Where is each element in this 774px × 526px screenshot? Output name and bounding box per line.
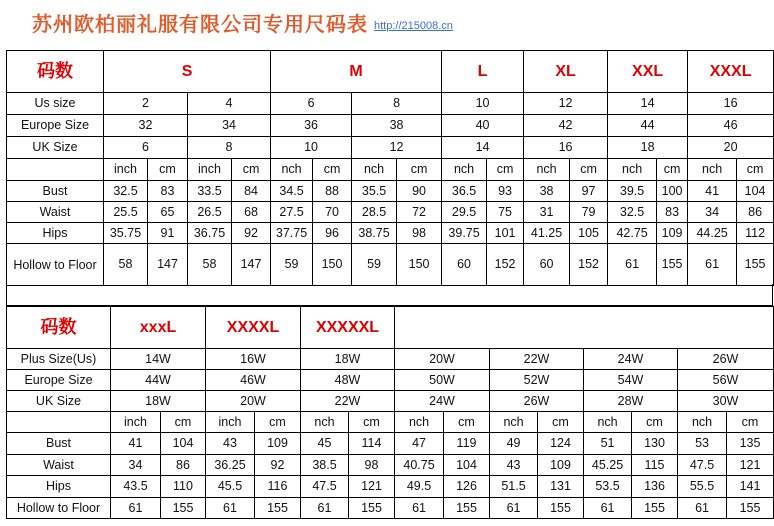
- unit-cell: cm: [487, 159, 524, 181]
- table-row: [7, 137, 774, 159]
- table-cell: 152: [487, 244, 524, 286]
- table-cell: 34: [188, 115, 271, 137]
- table-cell: 22W: [301, 391, 395, 412]
- unit-cell: inch: [104, 159, 148, 181]
- table-cell: 147: [148, 244, 188, 286]
- table-cell: 61: [584, 498, 632, 519]
- unit-cell: nch: [301, 412, 349, 433]
- table-cell: 39.5: [608, 181, 657, 202]
- unit-cell: cm: [232, 159, 271, 181]
- unit-cell: nch: [608, 159, 657, 181]
- table-cell: 34: [688, 202, 737, 223]
- table-cell: 8: [352, 93, 442, 115]
- table-cell: 51: [584, 433, 632, 455]
- table-cell: 98: [397, 223, 442, 244]
- table-cell: 36.25: [206, 455, 255, 476]
- table-cell: 40: [442, 115, 524, 137]
- table-cell: 136: [632, 476, 678, 498]
- table-cell: 53: [678, 433, 727, 455]
- size-chart-standard: [6, 50, 774, 286]
- table-cell: 38.75: [352, 223, 397, 244]
- unit-cell: nch: [524, 159, 570, 181]
- table-cell: 16W: [206, 349, 301, 370]
- table-cell: 38: [524, 181, 570, 202]
- table-cell: 60: [524, 244, 570, 286]
- table-cell: 14: [442, 137, 524, 159]
- row-label: Europe Size: [7, 115, 104, 137]
- table-cell: 155: [538, 498, 584, 519]
- row-label: [7, 412, 111, 433]
- size-label: 码数: [7, 51, 104, 93]
- table-cell: 90: [397, 181, 442, 202]
- table-cell: 24W: [395, 391, 490, 412]
- row-label: Waist: [7, 202, 104, 223]
- table-cell: 49: [490, 433, 538, 455]
- table-cell: 150: [397, 244, 442, 286]
- table-row: [7, 455, 774, 476]
- table-cell: 39.75: [442, 223, 487, 244]
- table-cell: 86: [161, 455, 206, 476]
- table-cell: 61: [490, 498, 538, 519]
- size-heading: S: [104, 51, 271, 93]
- table-cell: 45: [301, 433, 349, 455]
- table-cell: 121: [349, 476, 395, 498]
- unit-cell: nch: [584, 412, 632, 433]
- table-cell: 44.25: [688, 223, 737, 244]
- row-label: Hollow to Floor: [7, 498, 111, 519]
- page-header: [32, 8, 453, 36]
- table-cell: 101: [487, 223, 524, 244]
- table-cell: 109: [657, 223, 688, 244]
- table-cell: 26W: [490, 391, 584, 412]
- table-cell: 61: [301, 498, 349, 519]
- unit-cell: inch: [188, 159, 232, 181]
- table-cell: 54W: [584, 370, 678, 391]
- table-cell: 29.5: [442, 202, 487, 223]
- table-cell: 119: [444, 433, 490, 455]
- table-cell: 36: [271, 115, 352, 137]
- size-header-row: [7, 307, 774, 349]
- table-cell: 126: [444, 476, 490, 498]
- table-cell: 27.5: [271, 202, 313, 223]
- table-cell: 6: [271, 93, 352, 115]
- table-cell: 14W: [111, 349, 206, 370]
- table-cell: 24W: [584, 349, 678, 370]
- table-cell: 114: [349, 433, 395, 455]
- size-heading: XXL: [608, 51, 688, 93]
- unit-cell: cm: [255, 412, 301, 433]
- size-heading: M: [271, 51, 442, 93]
- table-cell: 155: [657, 244, 688, 286]
- table-cell: 45.25: [584, 455, 632, 476]
- table-cell: 53.5: [584, 476, 632, 498]
- table-cell: 79: [570, 202, 608, 223]
- table-cell: 38.5: [301, 455, 349, 476]
- table-cell: 32: [104, 115, 188, 137]
- table-cell: 20W: [206, 391, 301, 412]
- table-cell: 96: [313, 223, 352, 244]
- table-cell: 84: [232, 181, 271, 202]
- table-cell: 135: [727, 433, 774, 455]
- table-row: [7, 93, 774, 115]
- table-cell: 38: [352, 115, 442, 137]
- table-cell: 109: [255, 433, 301, 455]
- table-cell: 58: [188, 244, 232, 286]
- size-header-row: [7, 51, 774, 93]
- units-row: [7, 412, 774, 433]
- row-label: Hollow to Floor: [7, 244, 104, 286]
- unit-cell: nch: [271, 159, 313, 181]
- unit-cell: cm: [727, 412, 774, 433]
- table-cell: 152: [570, 244, 608, 286]
- table-cell: 116: [255, 476, 301, 498]
- table-cell: 155: [161, 498, 206, 519]
- table-cell: 20: [688, 137, 774, 159]
- size-label: 码数: [7, 307, 111, 349]
- table-cell: 104: [161, 433, 206, 455]
- table-cell: 41: [688, 181, 737, 202]
- table-cell: 98: [349, 455, 395, 476]
- table-cell: 41: [111, 433, 161, 455]
- table-cell: 86: [737, 202, 774, 223]
- table-cell: 61: [111, 498, 161, 519]
- unit-cell: cm: [444, 412, 490, 433]
- table-cell: 28W: [584, 391, 678, 412]
- row-label: Bust: [7, 433, 111, 455]
- table-cell: 155: [727, 498, 774, 519]
- table-cell: 88: [313, 181, 352, 202]
- table-cell: 56W: [678, 370, 774, 391]
- table-cell: 59: [352, 244, 397, 286]
- units-row: [7, 159, 774, 181]
- table-cell: 31: [524, 202, 570, 223]
- table-row: [7, 370, 774, 391]
- unit-cell: nch: [490, 412, 538, 433]
- table-cell: 35.75: [104, 223, 148, 244]
- table-cell: 52W: [490, 370, 584, 391]
- unit-cell: nch: [678, 412, 727, 433]
- table-cell: 32.5: [608, 202, 657, 223]
- table-cell: 112: [737, 223, 774, 244]
- table-row: [7, 181, 774, 202]
- table-cell: 4: [188, 93, 271, 115]
- table-cell: 92: [255, 455, 301, 476]
- table-cell: 10: [442, 93, 524, 115]
- table-cell: 35.5: [352, 181, 397, 202]
- unit-cell: inch: [206, 412, 255, 433]
- unit-cell: cm: [538, 412, 584, 433]
- row-label: Europe Size: [7, 370, 111, 391]
- table-cell: 61: [688, 244, 737, 286]
- table-cell: 97: [570, 181, 608, 202]
- table-cell: 70: [313, 202, 352, 223]
- table-row: [7, 391, 774, 412]
- unit-cell: cm: [161, 412, 206, 433]
- unit-cell: cm: [148, 159, 188, 181]
- table-cell: 47.5: [678, 455, 727, 476]
- table-cell: 22W: [490, 349, 584, 370]
- table-cell: 28.5: [352, 202, 397, 223]
- table-cell: 60: [442, 244, 487, 286]
- table-cell: 155: [255, 498, 301, 519]
- table-cell: 30W: [678, 391, 774, 412]
- table-cell: 16: [524, 137, 608, 159]
- size-heading: XXXL: [688, 51, 774, 93]
- size-heading: XXXXL: [206, 307, 301, 349]
- table-cell: 155: [444, 498, 490, 519]
- size-chart-plus: [6, 306, 774, 519]
- table-cell: 12: [524, 93, 608, 115]
- table-cell: 33.5: [188, 181, 232, 202]
- table-row: [7, 349, 774, 370]
- table-cell: 16: [688, 93, 774, 115]
- size-heading-empty: [395, 307, 774, 349]
- table-cell: 43: [206, 433, 255, 455]
- table-cell: 20W: [395, 349, 490, 370]
- row-label: Hips: [7, 223, 104, 244]
- table-cell: 100: [657, 181, 688, 202]
- table-cell: 130: [632, 433, 678, 455]
- table-cell: 44: [608, 115, 688, 137]
- table-cell: 61: [608, 244, 657, 286]
- table-cell: 141: [727, 476, 774, 498]
- unit-cell: cm: [657, 159, 688, 181]
- table-cell: 36.75: [188, 223, 232, 244]
- unit-cell: cm: [397, 159, 442, 181]
- table-spacer: [6, 284, 773, 306]
- table-cell: 61: [678, 498, 727, 519]
- table-cell: 51.5: [490, 476, 538, 498]
- row-label: UK Size: [7, 137, 104, 159]
- table-row: [7, 433, 774, 455]
- table-cell: 42: [524, 115, 608, 137]
- table-row: [7, 476, 774, 498]
- table-cell: 10: [271, 137, 352, 159]
- table-cell: 2: [104, 93, 188, 115]
- unit-cell: cm: [632, 412, 678, 433]
- table-cell: 12: [352, 137, 442, 159]
- row-label: Waist: [7, 455, 111, 476]
- table-cell: 61: [206, 498, 255, 519]
- table-cell: 37.75: [271, 223, 313, 244]
- unit-cell: cm: [737, 159, 774, 181]
- size-heading: L: [442, 51, 524, 93]
- table-cell: 105: [570, 223, 608, 244]
- table-cell: 6: [104, 137, 188, 159]
- row-label: [7, 159, 104, 181]
- table-cell: 43: [490, 455, 538, 476]
- size-heading: xxxL: [111, 307, 206, 349]
- unit-cell: cm: [570, 159, 608, 181]
- table-cell: 47: [395, 433, 444, 455]
- table-cell: 91: [148, 223, 188, 244]
- table-cell: 46: [688, 115, 774, 137]
- table-cell: 83: [148, 181, 188, 202]
- row-label: Plus Size(Us): [7, 349, 111, 370]
- table-cell: 58: [104, 244, 148, 286]
- table-cell: 155: [632, 498, 678, 519]
- table-cell: 109: [538, 455, 584, 476]
- table-cell: 131: [538, 476, 584, 498]
- size-heading: XXXXXL: [301, 307, 395, 349]
- unit-cell: cm: [313, 159, 352, 181]
- table-cell: 18: [608, 137, 688, 159]
- unit-cell: nch: [352, 159, 397, 181]
- table-cell: 50W: [395, 370, 490, 391]
- table-cell: 115: [632, 455, 678, 476]
- table-cell: 14: [608, 93, 688, 115]
- table-cell: 40.75: [395, 455, 444, 476]
- table-row: [7, 202, 774, 223]
- row-label: UK Size: [7, 391, 111, 412]
- row-label: Hips: [7, 476, 111, 498]
- table-cell: 72: [397, 202, 442, 223]
- table-cell: 32.5: [104, 181, 148, 202]
- unit-cell: nch: [395, 412, 444, 433]
- table-cell: 43.5: [111, 476, 161, 498]
- table-cell: 150: [313, 244, 352, 286]
- table-cell: 25.5: [104, 202, 148, 223]
- table-cell: 83: [657, 202, 688, 223]
- row-label: Us size: [7, 93, 104, 115]
- table-cell: 155: [349, 498, 395, 519]
- table-cell: 18W: [111, 391, 206, 412]
- table-cell: 34: [111, 455, 161, 476]
- table-cell: 26.5: [188, 202, 232, 223]
- table-cell: 59: [271, 244, 313, 286]
- table-cell: 41.25: [524, 223, 570, 244]
- table-cell: 46W: [206, 370, 301, 391]
- size-heading: XL: [524, 51, 608, 93]
- table-cell: 18W: [301, 349, 395, 370]
- unit-cell: inch: [111, 412, 161, 433]
- table-cell: 36.5: [442, 181, 487, 202]
- table-row: [7, 498, 774, 519]
- page-title: 苏州欧柏丽礼服有限公司专用尺码表: [32, 11, 368, 36]
- table-cell: 55.5: [678, 476, 727, 498]
- table-cell: 121: [727, 455, 774, 476]
- table-cell: 68: [232, 202, 271, 223]
- table-cell: 48W: [301, 370, 395, 391]
- table-cell: 44W: [111, 370, 206, 391]
- table-cell: 75: [487, 202, 524, 223]
- table-row: [7, 244, 774, 286]
- table-cell: 49.5: [395, 476, 444, 498]
- table-cell: 42.75: [608, 223, 657, 244]
- table-row: [7, 115, 774, 137]
- table-cell: 45.5: [206, 476, 255, 498]
- table-cell: 155: [737, 244, 774, 286]
- table-cell: 110: [161, 476, 206, 498]
- table-cell: 61: [395, 498, 444, 519]
- table-row: [7, 223, 774, 244]
- unit-cell: nch: [688, 159, 737, 181]
- table-cell: 93: [487, 181, 524, 202]
- unit-cell: cm: [349, 412, 395, 433]
- row-label: Bust: [7, 181, 104, 202]
- table-cell: 26W: [678, 349, 774, 370]
- table-cell: 65: [148, 202, 188, 223]
- table-cell: 8: [188, 137, 271, 159]
- table-cell: 34.5: [271, 181, 313, 202]
- table-cell: 104: [737, 181, 774, 202]
- site-link[interactable]: http://215008.cn: [374, 20, 453, 32]
- table-cell: 124: [538, 433, 584, 455]
- unit-cell: nch: [442, 159, 487, 181]
- table-cell: 104: [444, 455, 490, 476]
- table-cell: 92: [232, 223, 271, 244]
- table-cell: 147: [232, 244, 271, 286]
- table-cell: 47.5: [301, 476, 349, 498]
